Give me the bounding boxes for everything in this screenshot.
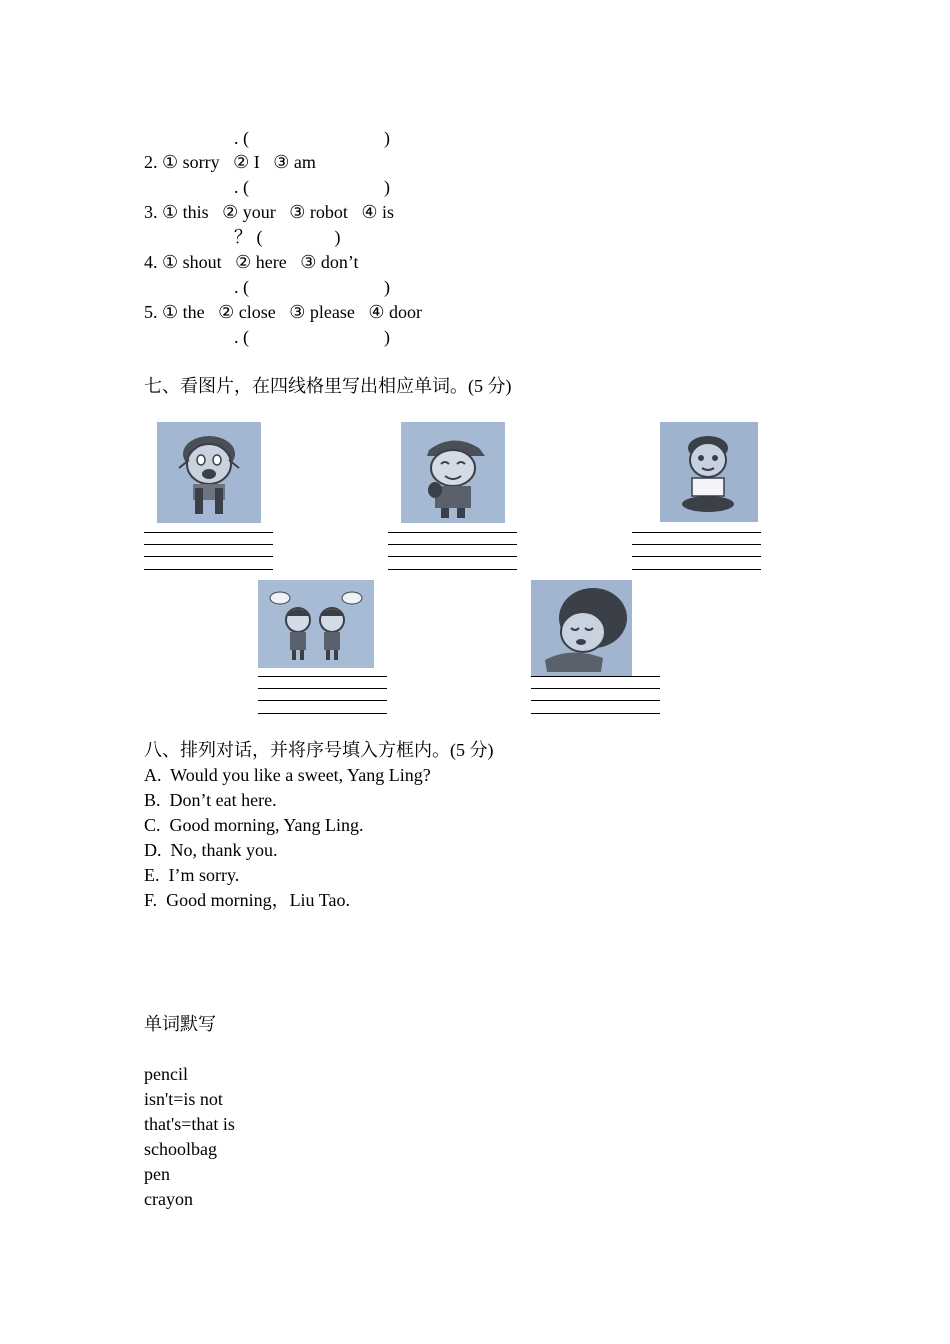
question-5: 5. ① the ② close ③ please ④ door [144, 302, 422, 322]
answer-line-4: . ( ) [144, 277, 390, 297]
writing-grid-1[interactable] [144, 532, 273, 572]
dialogue-option-a: A. Would you like a sweet, Yang Ling? [144, 765, 431, 785]
word-item: crayon [144, 1189, 193, 1209]
question-3: 3. ① this ② your ③ robot ④ is [144, 202, 395, 222]
answer-line-1: . ( ) [144, 128, 390, 148]
two-girls-talking-icon [258, 580, 374, 668]
answer-line-2: . ( ) [144, 177, 390, 197]
word-item: pencil [144, 1064, 188, 1084]
answer-line-3: ？ ( ) [144, 227, 341, 247]
question-2: 2. ① sorry ② I ③ am [144, 152, 316, 172]
boy-eating-icon [401, 422, 505, 523]
dialogue-option-f: F. Good morning，Liu Tao. [144, 890, 350, 910]
dictation-heading: 单词默写 [144, 1014, 216, 1034]
crying-boy-icon [157, 422, 261, 523]
word-item: pen [144, 1164, 170, 1184]
dialogue-option-c: C. Good morning, Yang Ling. [144, 815, 364, 835]
boy-sitting-icon [660, 422, 758, 522]
word-item: that's=that is [144, 1114, 235, 1134]
sleeping-child-icon [531, 580, 632, 676]
dialogue-option-e: E. I’m sorry. [144, 865, 240, 885]
dialogue-option-b: B. Don’t eat here. [144, 790, 277, 810]
word-item: isn't=is not [144, 1089, 223, 1109]
answer-line-5: . ( ) [144, 327, 390, 347]
word-item: schoolbag [144, 1139, 217, 1159]
writing-grid-3[interactable] [632, 532, 761, 572]
dialogue-option-d: D. No, thank you. [144, 840, 278, 860]
writing-grid-4[interactable] [258, 676, 387, 716]
writing-grid-2[interactable] [388, 532, 517, 572]
section7-heading: 七、看图片，在四线格里写出相应单词。(5 分) [144, 376, 512, 396]
section8-heading: 八、排列对话，并将序号填入方框内。(5 分) [144, 740, 494, 760]
question-4: 4. ① shout ② here ③ don’t [144, 252, 359, 272]
writing-grid-5[interactable] [531, 676, 660, 716]
